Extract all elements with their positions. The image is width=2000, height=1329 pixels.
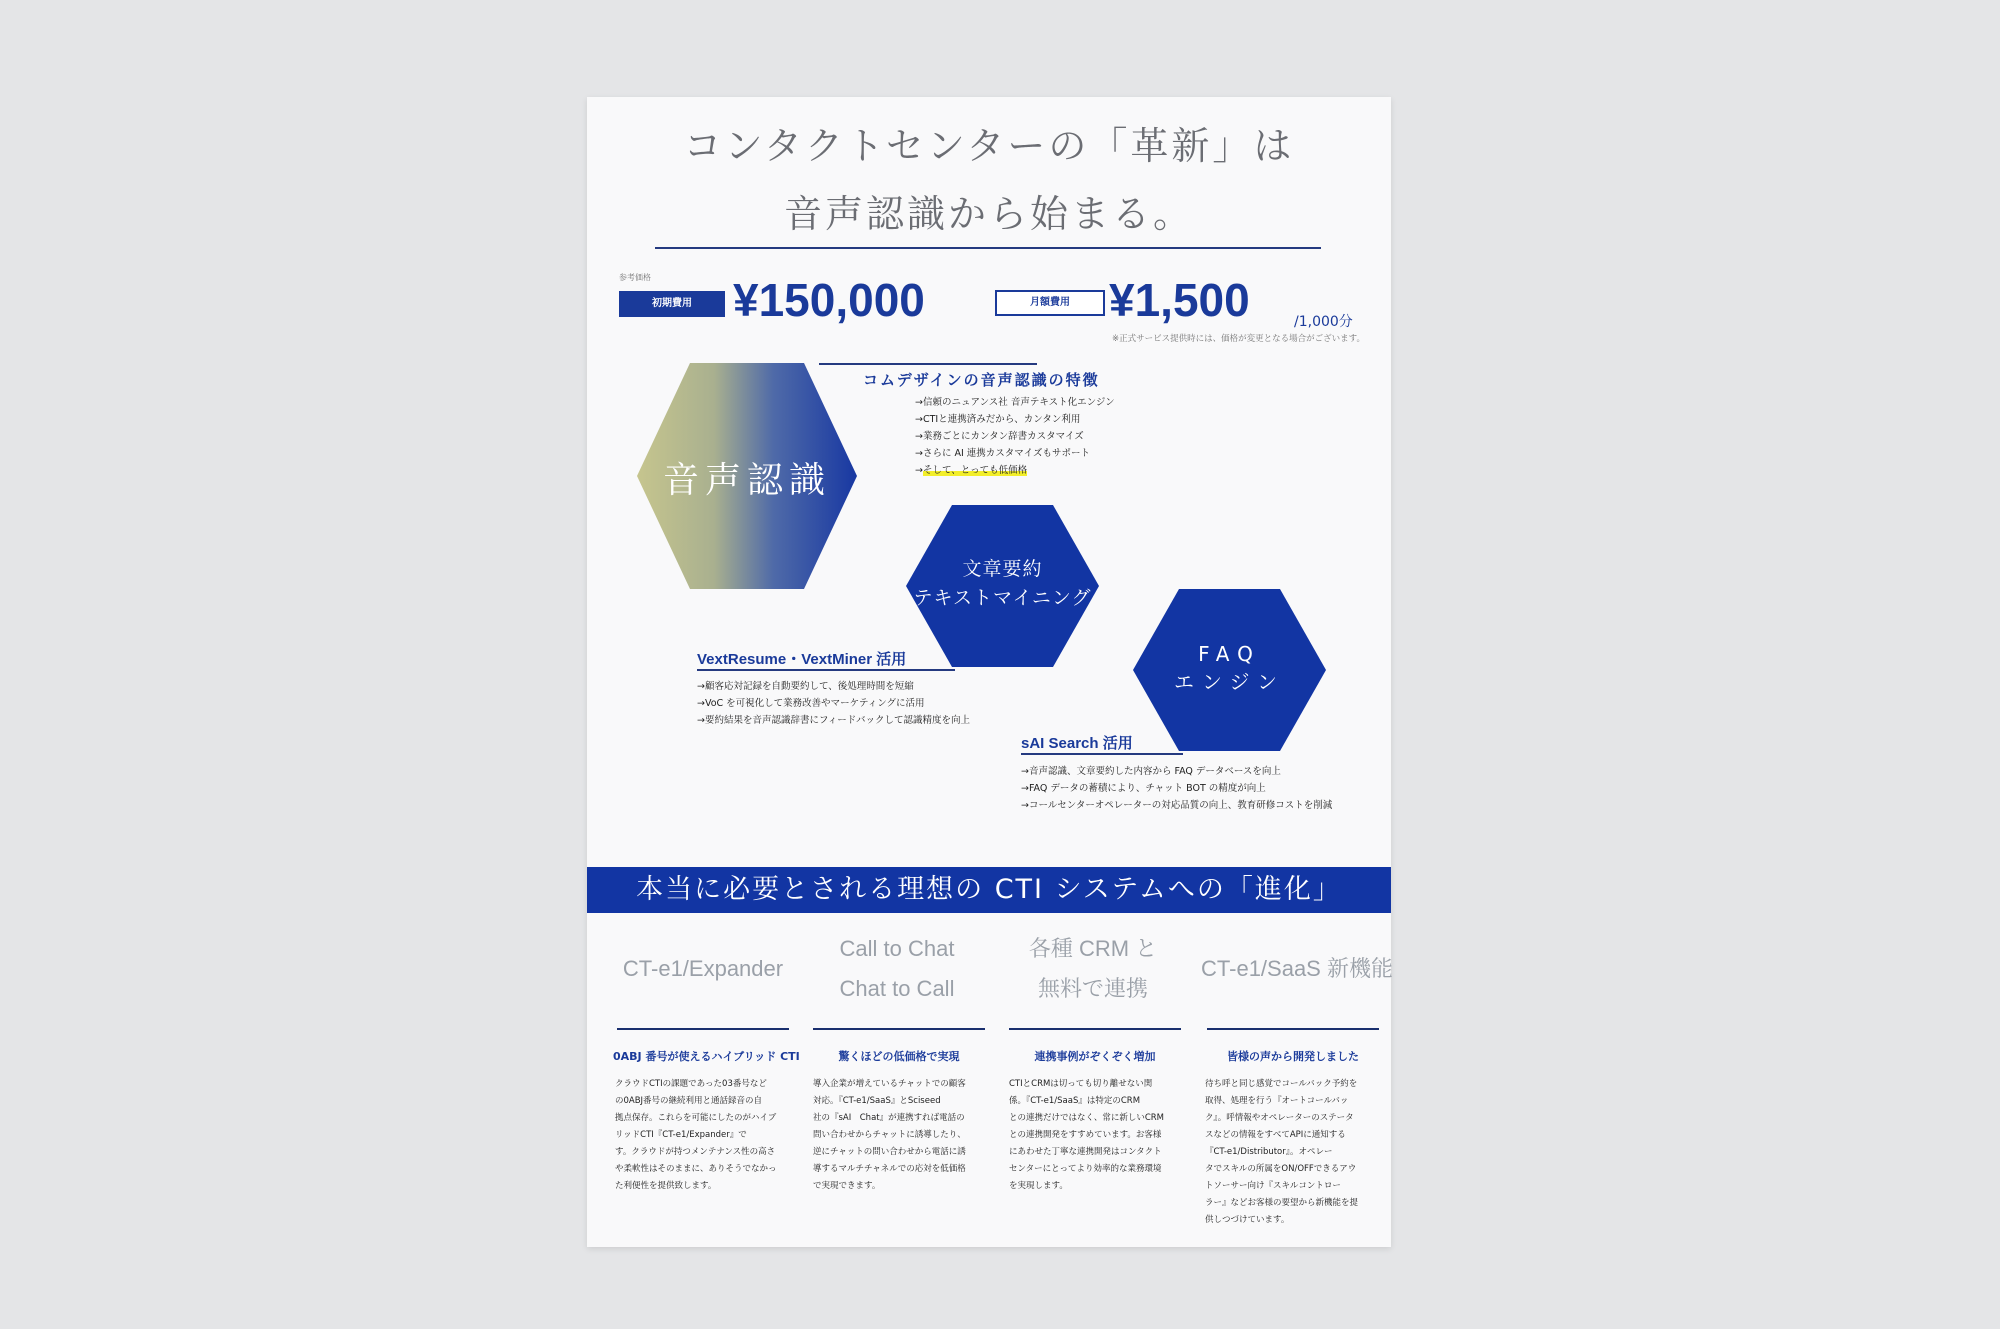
column-body-crm: CTIとCRMは切っても切り離せない関 係。『CT-e1/SaaS』は特定のCRM との連携だけではなく、常に新しいCRM との連携開発をすすめています。お客様 にあわせた丁寧な連携開発はコンタクト センターにとってより効率的な業務環境 を実現します。	[1009, 1079, 1165, 1191]
column-body-chat: 導入企業が増えているチャットでの顧客 対応。『CT-e1/SaaS』とSciseed 社の『sAI Chat』が連携すれば電話の 問い合わせからチャットに誘導したり、 逆にチャットの問い合わせから電話に誘 導するマルチチャネルでの応対を低価格 で実現できます。	[813, 1079, 966, 1191]
vext-item: →VoC を可視化して業務改善やマーケティングに活用	[697, 698, 925, 709]
column-divider	[813, 1028, 985, 1030]
feature-item-highlight: →そして、とっても低価格	[915, 465, 1028, 476]
column-crm-head	[1005, 929, 1181, 1009]
evolution-banner: 本当に必要とされる理想の CTI システムへの「進化」	[587, 867, 1391, 913]
monthly-price: ¥1,500	[1109, 274, 1250, 326]
column-head-line: CT-e1/Expander	[622, 956, 784, 981]
vext-list	[697, 678, 970, 729]
column-head-line: CT-e1/SaaS 新機能	[1201, 956, 1393, 981]
column-subtitle: 驚くほどの低価格で実現	[838, 1050, 960, 1063]
vext-title-rule	[697, 669, 955, 671]
sai-section-title: sAI Search 活用	[1021, 735, 1133, 752]
vext-section-title: VextResume・VextMiner 活用	[697, 651, 907, 668]
vext-item: →顧客応対記録を自動要約して、後処理時間を短縮	[697, 681, 914, 692]
feature-item: →信頼のニュアンス社 音声テキスト化エンジン	[915, 397, 1115, 408]
faq-engine-label-line2: エンジン	[1174, 670, 1285, 694]
sai-item: →音声認識、文章要約した内容から FAQ データベースを向上	[1021, 766, 1281, 777]
price-note: ※正式サービス提供時には、価格が変更となる場合がございます。	[1112, 334, 1365, 344]
initial-price: ¥150,000	[733, 274, 925, 326]
vext-item: →要約結果を音声認識辞書にフィードバックして認識精度を向上	[697, 715, 971, 726]
low-price-highlight: そして、とっても低価格	[922, 465, 1028, 476]
sai-list	[1021, 763, 1332, 814]
column-head-line: 各種 CRM と	[1028, 936, 1158, 961]
feature-title: コムデザインの音声認識の特徴	[863, 371, 1100, 389]
column-subtitle: 連携事例がぞくぞく増加	[1034, 1050, 1156, 1063]
column-divider	[1207, 1028, 1379, 1030]
initial-fee-tag: 初期費用	[619, 291, 725, 317]
faq-engine-label-line1: FAQ	[1198, 642, 1261, 666]
headline-divider	[655, 247, 1321, 249]
column-chat-head	[809, 929, 985, 1009]
monthly-price-unit: /1,000分	[1294, 314, 1353, 330]
feature-title-rule	[819, 363, 1037, 365]
monthly-fee-tag: 月額費用	[995, 290, 1105, 316]
column-subtitle: 皆様の声から開発しました	[1227, 1050, 1359, 1063]
headline-line2: 音声認識から始まる。	[783, 192, 1194, 236]
sai-title-rule	[1021, 753, 1183, 755]
feature-item: →業務ごとにカンタン辞書カスタマイズ	[915, 431, 1084, 442]
column-body-expander: クラウドCTIの課題であった03番号など の0ABJ番号の継続利用と通話録音の自 拠点保存。これらを可能にしたのがハイブ リッドCTI『CT-e1/Expander』で す。クラウドが持つメンテナンス性の高さ や柔軟性はそのままに、ありそうでなかっ た利便性を提供致します。	[615, 1079, 777, 1191]
column-subtitle: 0ABJ 番号が使えるハイブリッド CTI	[613, 1050, 800, 1063]
feature-item: →さらに AI 連携カスタマイズもサポート	[915, 448, 1091, 459]
column-divider	[1009, 1028, 1181, 1030]
text-summary-label-line1: 文章要約	[962, 558, 1043, 580]
sai-item: →FAQ データの蓄積により、チャット BOT の精度が向上	[1021, 783, 1266, 794]
column-expander-head	[615, 929, 791, 1009]
column-divider	[617, 1028, 789, 1030]
sai-item: →コールセンターオペレーターの対応品質の向上、教育研修コストを削減	[1021, 800, 1333, 811]
column-head-line: 無料で連携	[1037, 976, 1148, 1001]
headline-line1: コンタクトセンターの「革新」は	[683, 124, 1295, 168]
flyer-sheet	[587, 97, 1391, 1247]
reference-price-label: 参考価格	[619, 273, 651, 282]
feature-item: →CTIと連携済みだから、カンタン利用	[915, 414, 1081, 425]
text-summary-label-line2: テキストマイニング	[913, 587, 1092, 609]
column-head-line: Chat to Call	[839, 976, 955, 1001]
speech-recognition-label: 音声認識	[662, 460, 831, 501]
column-body-saas: 待ち呼と同じ感覚でコールバック予約を 取得、処理を行う『オートコールバッ ク』。呼情報やオペレーターのステータ スなどの情報をすべてAPIに通知する 『CT-e1/Distributor』。オペレー タでスキルの所属をON/OFFできるアウ トソーサー向け『スキルコントロー ラー』などお客様の要望から新機能を提 供しつづけています。	[1205, 1079, 1359, 1225]
column-head-line: Call to Chat	[839, 936, 955, 961]
faq-engine-label	[1133, 640, 1326, 696]
text-summary-label	[906, 555, 1099, 613]
feature-list	[915, 394, 1115, 479]
column-saas-head	[1199, 929, 1395, 1009]
